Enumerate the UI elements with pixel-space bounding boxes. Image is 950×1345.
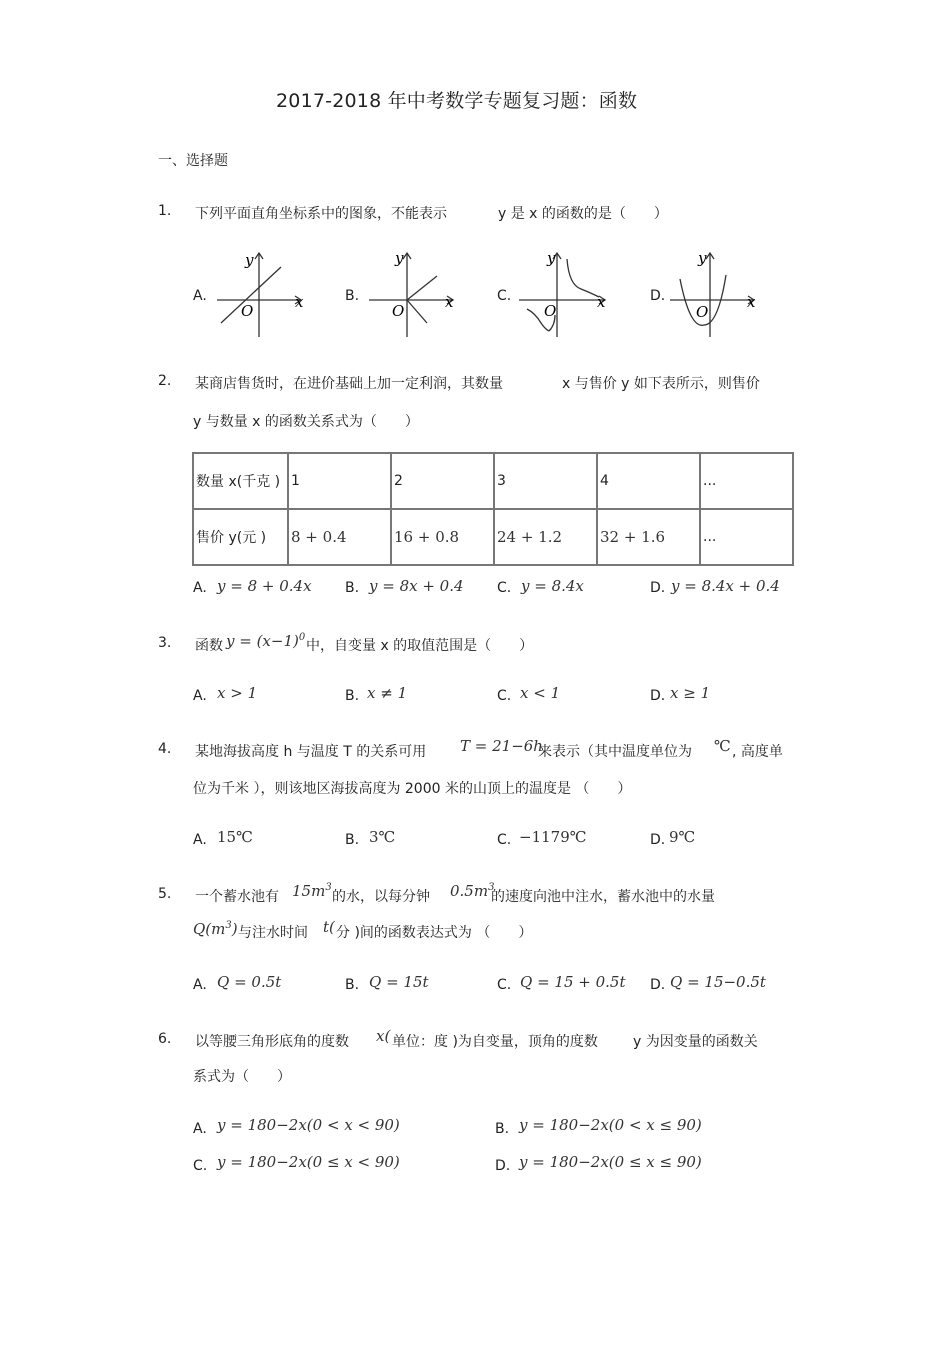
- table-row: [193, 509, 793, 565]
- option-label: B.: [345, 832, 360, 848]
- question-number: 3.: [158, 635, 172, 651]
- table-cell: 32 + 1.6: [597, 509, 700, 565]
- option-label: C.: [497, 288, 512, 304]
- option-label: C.: [497, 832, 512, 848]
- option-expr: y = 180−2x(0 ≤ x < 90): [217, 1153, 400, 1171]
- option-label: A.: [193, 288, 207, 304]
- time-expr: t(: [323, 918, 335, 936]
- axis-y-label: y: [395, 249, 404, 267]
- origin-label: O: [241, 302, 254, 320]
- option-label: B.: [345, 580, 360, 596]
- option-expr: y = 8x + 0.4: [369, 577, 464, 595]
- axis-y-label: y: [245, 251, 254, 269]
- expr-base: y = (x−1): [226, 632, 299, 650]
- option-label: B.: [345, 977, 360, 993]
- option-label: C.: [497, 688, 512, 704]
- table-cell: 3: [494, 453, 597, 509]
- option-expr: 3℃: [369, 828, 396, 846]
- table-cell: 4: [597, 453, 700, 509]
- cube-exponent: 3: [488, 882, 495, 893]
- question-text: y 为因变量的函数关: [633, 1034, 758, 1050]
- question-text: 与注水时间: [238, 925, 308, 941]
- rate-base: 0.5m: [450, 882, 489, 900]
- option-label: B.: [345, 288, 360, 304]
- option-expr: x < 1: [520, 684, 561, 702]
- question-number: 4.: [158, 741, 172, 757]
- option-expr: 15℃: [217, 828, 253, 846]
- question-text: 某商店售货时，在进价基础上加一定利润，其数量: [195, 376, 503, 392]
- option-expr: x ≠ 1: [367, 684, 408, 702]
- quantity-close: ): [231, 920, 238, 938]
- table-cell: 数量 x(千克 ): [193, 453, 288, 509]
- question-text: 系式为（ ）: [193, 1069, 291, 1085]
- origin-label: O: [696, 303, 709, 321]
- option-expr: x > 1: [217, 684, 258, 702]
- cube-exponent: 3: [225, 920, 232, 931]
- option-label: B.: [345, 688, 360, 704]
- option-expr: x ≥ 1: [670, 684, 711, 702]
- option-label: A.: [193, 688, 207, 704]
- option-label: A.: [193, 832, 207, 848]
- option-expr: y = 180−2x(0 < x < 90): [217, 1116, 400, 1134]
- question-number: 2.: [158, 373, 172, 389]
- function-expr: [226, 632, 305, 650]
- volume-base: 15m: [292, 882, 326, 900]
- variable-expr: x(: [376, 1027, 391, 1045]
- cube-exponent: 3: [325, 882, 332, 893]
- axis-y-label: y: [698, 249, 707, 267]
- option-expr: −1179℃: [519, 828, 587, 846]
- question-text: 中，自变量 x 的取值范围是（ ）: [306, 638, 534, 654]
- option-label: A.: [193, 1121, 207, 1137]
- option-expr: Q = 15 + 0.5t: [520, 973, 626, 991]
- quantity-expr: [193, 920, 238, 938]
- option-expr: y = 8.4x: [521, 577, 584, 595]
- axis-x-label: x: [747, 293, 756, 311]
- option-label: C.: [193, 1158, 208, 1174]
- section-heading: 一、选择题: [158, 153, 228, 169]
- question-number: 1.: [158, 203, 172, 219]
- question-text: x 与售价 y 如下表所示，则售价: [562, 376, 760, 392]
- table-cell: 1: [288, 453, 391, 509]
- question-text: y 是 x 的函数的是（ ）: [498, 206, 668, 222]
- question-text: 下列平面直角坐标系中的图象，不能表示: [195, 206, 447, 222]
- axis-x-label: x: [597, 293, 606, 311]
- table-cell: 24 + 1.2: [494, 509, 597, 565]
- axis-x-label: x: [445, 293, 454, 311]
- formula: T = 21−6h: [460, 737, 543, 755]
- question-text: 单位：度 )为自变量，顶角的度数: [392, 1034, 598, 1050]
- question-text: 函数: [195, 638, 223, 654]
- quantity-base: Q(m: [193, 920, 226, 938]
- expr-exponent: 0: [298, 632, 306, 643]
- option-expr: Q = 0.5t: [217, 973, 282, 991]
- question-text: 的水，以每分钟: [332, 889, 430, 905]
- origin-label: O: [544, 302, 557, 320]
- option-expr: y = 180−2x(0 < x ≤ 90): [519, 1116, 702, 1134]
- question-text: 位为千米 ），则该地区海拔高度为 2000 米的山顶上的温度是 （ ）: [193, 781, 632, 797]
- option-expr: y = 8.4x + 0.4: [671, 577, 780, 595]
- table-cell: 8 + 0.4: [288, 509, 391, 565]
- question-number: 5.: [158, 886, 172, 902]
- question-text: y 与数量 x 的函数关系式为（ ）: [193, 414, 419, 430]
- option-expr: Q = 15t: [369, 973, 429, 991]
- option-label: B.: [495, 1121, 510, 1137]
- question-text: 一个蓄水池有: [195, 889, 279, 905]
- option-label: C.: [497, 977, 512, 993]
- table-cell: ...: [700, 509, 793, 565]
- graph-b: [367, 245, 462, 340]
- option-label: A.: [193, 580, 207, 596]
- question-text: 分 )间的函数表达式为 （ ）: [336, 925, 533, 941]
- option-label: D.: [650, 688, 666, 704]
- option-label: C.: [497, 580, 512, 596]
- question-number: 6.: [158, 1031, 172, 1047]
- option-label: D.: [650, 977, 666, 993]
- table-cell: 2: [391, 453, 494, 509]
- table-cell: ...: [700, 453, 793, 509]
- question-text: 的速度向池中注水，蓄水池中的水量: [491, 889, 715, 905]
- page-title: 2017-2018 年中考数学专题复习题：函数: [276, 90, 638, 112]
- table-row: [193, 453, 793, 509]
- rate-expr: [450, 882, 494, 900]
- graph-d: [668, 245, 763, 340]
- table-cell: 16 + 0.8: [391, 509, 494, 565]
- question-text: 来表示（其中温度单位为: [538, 744, 692, 760]
- table-cell: 售价 y(元 ): [193, 509, 288, 565]
- price-table: [192, 452, 794, 566]
- axis-y-label: y: [547, 249, 556, 267]
- option-label: D.: [495, 1158, 511, 1174]
- volume-expr: [292, 882, 332, 900]
- question-text: , 高度单: [732, 744, 783, 760]
- option-expr: 9℃: [669, 828, 696, 846]
- option-label: A.: [193, 977, 207, 993]
- option-label: D.: [650, 288, 666, 304]
- option-expr: y = 180−2x(0 ≤ x ≤ 90): [519, 1153, 702, 1171]
- option-label: D.: [650, 580, 666, 596]
- option-expr: y = 8 + 0.4x: [217, 577, 312, 595]
- graph-a: [215, 245, 310, 340]
- option-expr: Q = 15−0.5t: [670, 973, 766, 991]
- option-label: D.: [650, 832, 666, 848]
- graph-c: [517, 245, 612, 340]
- axis-x-label: x: [295, 293, 304, 311]
- unit: ℃: [714, 737, 731, 755]
- origin-label: O: [392, 302, 405, 320]
- question-text: 以等腰三角形底角的度数: [195, 1034, 349, 1050]
- question-text: 某地海拔高度 h 与温度 T 的关系可用: [195, 744, 427, 760]
